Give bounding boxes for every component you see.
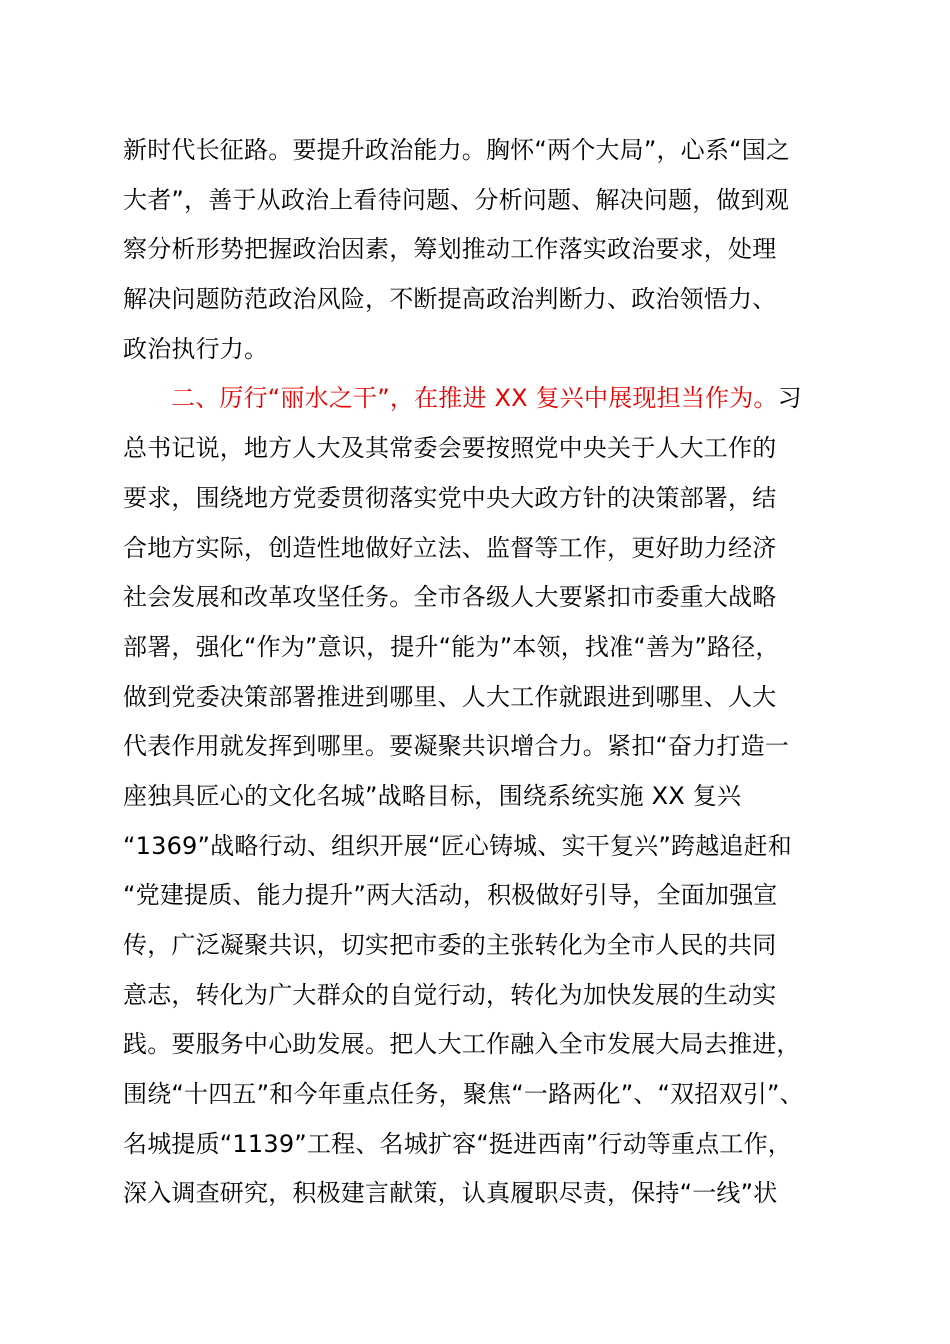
paragraph-1-line-5: 政治执行力。 (123, 334, 269, 363)
paragraph-2-line-5: 部署，强化“作为”意识，提升“能为”本领，找准“善为”路径， (123, 632, 780, 661)
paragraph-2-heading-line (123, 374, 843, 424)
paragraph-2-line-10: “党建提质、能力提升”两大活动，积极做好引导，全面加强宣 (123, 881, 778, 910)
paragraph-2-line-8: 座独具匠心的文化名城”战略目标，围绕系统实施 XX 复兴 (123, 781, 742, 810)
paragraph-2-line-14: 围绕“十四五”和今年重点任务，聚焦“一路两化”、“双招双引”、 (123, 1080, 804, 1109)
paragraph-2-line-7: 代表作用就发挥到哪里。要凝聚共识增合力。紧扣“奋力打造一 (123, 732, 790, 761)
paragraph-2-line-9: “1369”战略行动、组织开展“匠心铸城、实干复兴”跨越追赶和 (123, 831, 793, 860)
paragraph-2-line-16: 深入调查研究，积极建言献策，认真履职尽责，保持“一线”状 (123, 1179, 778, 1208)
paragraph-2-line-6: 做到党委决策部署推进到哪里、人大工作就跟进到哪里、人大 (123, 682, 777, 711)
body-text (123, 126, 843, 1219)
paragraph-2-line-15: 名城提质“1139”工程、名城扩容“挺进西南”行动等重点工作， (123, 1129, 793, 1158)
paragraph-2-line-11: 传，广泛凝聚共识，切实把市委的主张转化为全市人民的共同 (123, 931, 777, 959)
paragraph-1-line-1: 新时代长征路。要提升政治能力。胸怀“两个大局”，心系“国之 (123, 136, 791, 164)
paragraph-1-line-2: 大者”，善于从政治上看待问题、分析问题、解决问题，做到观 (123, 185, 790, 214)
paragraph-1-line-4: 解决问题防范政治风险，不断提高政治判断力、政治领悟力、 (123, 285, 777, 314)
paragraph-2-line-13: 践。要服务中心助发展。把人大工作融入全市发展大局去推进， (123, 1030, 801, 1059)
paragraph-2-line-12: 意志，转化为广大群众的自觉行动，转化为加快发展的生动实 (123, 980, 777, 1009)
paragraph-2-line-2: 要求，围绕地方党委贯彻落实党中央大政方针的决策部署，结 (123, 483, 777, 512)
section-heading: 二、厉行“丽水之干”，在推进 XX 复兴中展现担当作为。 (171, 384, 778, 413)
paragraph-2-line-3: 合地方实际，创造性地做好立法、监督等工作，更好助力经济 (123, 533, 777, 562)
heading-line-tail: 习 (777, 384, 802, 413)
paragraph-2-line-1: 总书记说，地方人大及其常委会要按照党中央关于人大工作的 (123, 434, 777, 463)
paragraph-2-line-4: 社会发展和改革攻坚任务。全市各级人大要紧扣市委重大战略 (123, 583, 777, 612)
paragraph-1-line-3: 察分析形势把握政治因素，筹划推动工作落实政治要求，处理 (123, 235, 777, 264)
